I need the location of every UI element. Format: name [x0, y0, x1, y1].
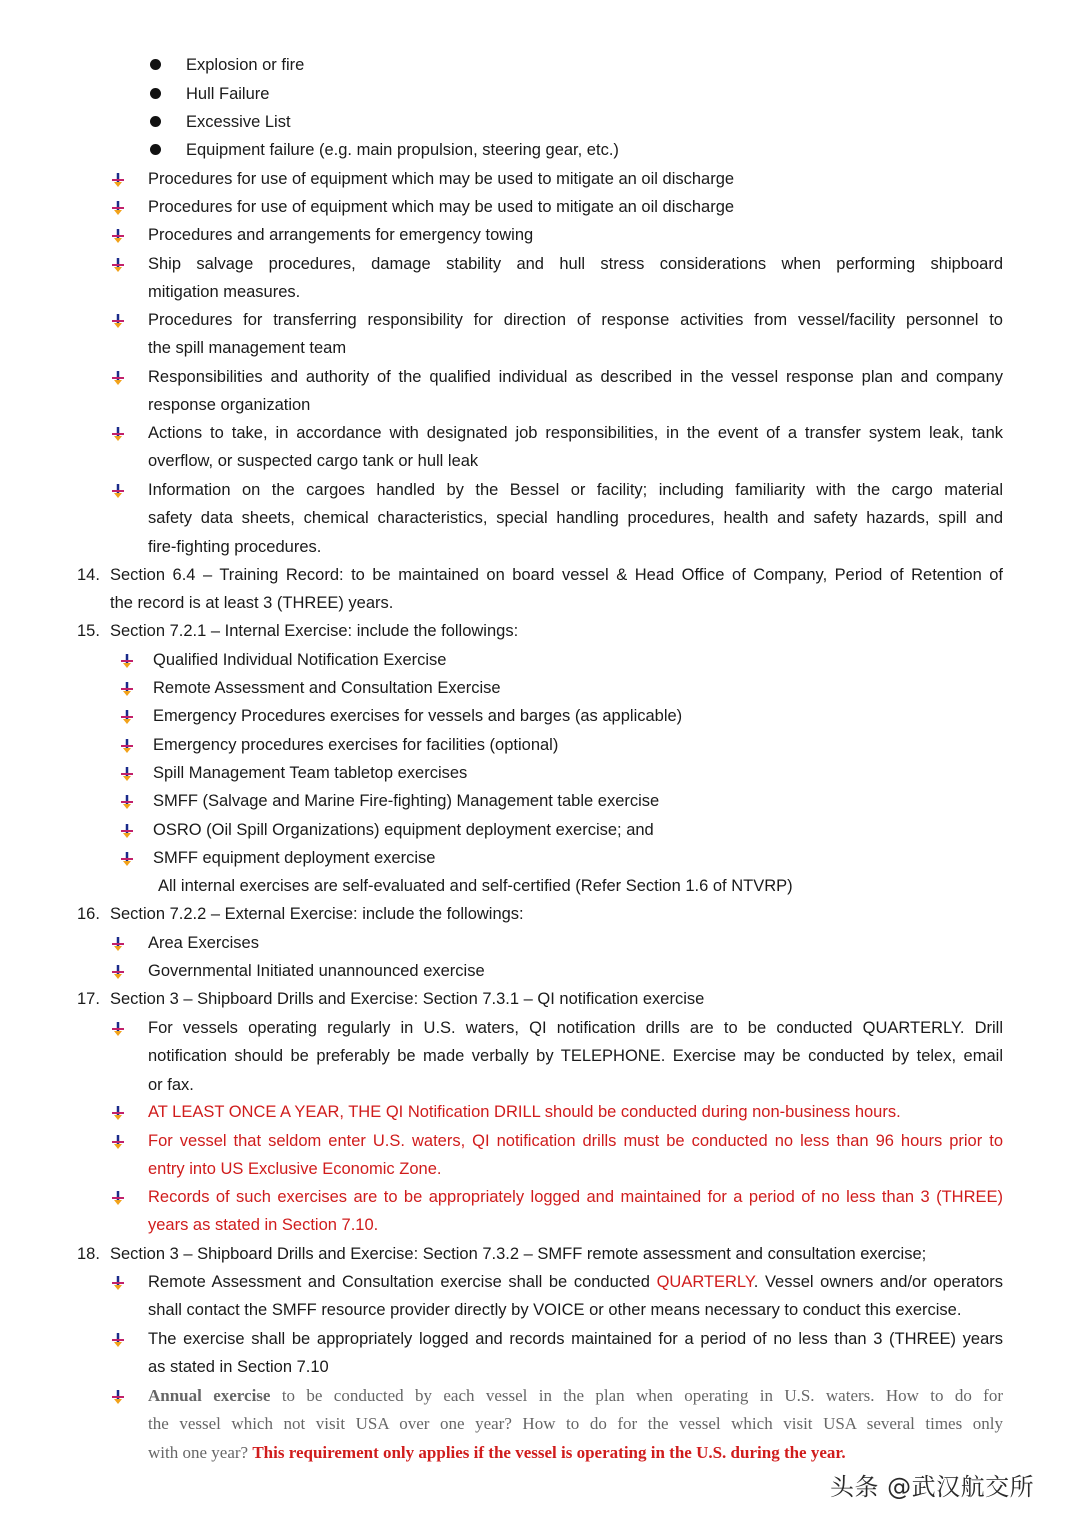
arrow-bullet-icon [110, 426, 126, 442]
arrow-bullet-icon [110, 1105, 126, 1121]
list-item: Procedures for use of equipment which may be used to mitigate an oil discharge [148, 170, 735, 188]
arrow-bullet-icon [110, 200, 126, 216]
arrow-bullet-icon [110, 1275, 126, 1291]
list-item: Emergency Procedures exercises for vessels and barges (as applicable) [153, 707, 683, 725]
bullet-dot-icon [150, 144, 161, 155]
section-number: 15. [77, 622, 100, 640]
bullet-dot-icon [150, 59, 161, 70]
dot-item: Hull Failure [186, 85, 270, 103]
section-15-note: All internal exercises are self-evaluated and self-certified (Refer Section 1.6 of NTVRP) [158, 877, 793, 895]
list-item-annotation: Annual exercise to be conducted by each vessel in the plan when operating in U.S. waters. How to do for the vessel which not visit USA over one year? How to do for the vessel which visit USA several times only with one year? This requirement only applies if the vessel is operating in the U.S. during the year. [148, 1386, 1004, 1462]
section-number: 14. [77, 566, 100, 584]
arrow-bullet-icon [119, 794, 135, 810]
list-item: Qualified Individual Notification Exercise [153, 651, 447, 669]
arrow-bullet-icon [110, 257, 126, 273]
list-item: Procedures and arrangements for emergency towing [148, 226, 534, 244]
arrow-bullet-icon [119, 851, 135, 867]
list-item-red: Records of such exercises are to be appropriately logged and maintained for a period of no less than 3 (THREE) years as stated in Section 7.10. [148, 1188, 1003, 1235]
arrow-bullet-icon [110, 228, 126, 244]
list-item: Actions to take, in accordance with designated job responsibilities, in the event of a transfer system leak, tank overflow, or suspected cargo tank or hull leak [148, 424, 1003, 471]
arrow-bullet-icon [110, 1134, 126, 1150]
arrow-bullet-icon [119, 823, 135, 839]
list-item: Ship salvage procedures, damage stability and hull stress considerations when performing shipboard mitigation measures. [148, 255, 1003, 302]
arrow-bullet-icon [110, 936, 126, 952]
list-item-red: For vessel that seldom enter U.S. waters, QI notification drills must be conducted no less than 96 hours prior to entry into US Exclusive Economic Zone. [148, 1132, 1003, 1179]
list-item: Information on the cargoes handled by the Bessel or facility; including familiarity with the cargo material safety data sheets, chemical characteristics, special handling procedures, health and safety hazards, spill and fire-fighting procedures. [148, 481, 1003, 556]
bullet-dot-icon [150, 116, 161, 127]
arrow-bullet-icon [110, 370, 126, 386]
arrow-bullet-icon [110, 1332, 126, 1348]
watermark: 头条 @武汉航交所 [830, 1473, 1035, 1501]
arrow-bullet-icon [119, 738, 135, 754]
list-item: The exercise shall be appropriately logged and records maintained for a period of no less than 3 (THREE) years as stated in Section 7.10 [148, 1330, 1003, 1377]
list-item: OSRO (Oil Spill Organizations) equipment deployment exercise; and [153, 821, 654, 839]
list-item: SMFF equipment deployment exercise [153, 849, 436, 867]
arrow-bullet-icon [119, 681, 135, 697]
arrow-bullet-icon [110, 483, 126, 499]
list-item: For vessels operating regularly in U.S. waters, QI notification drills are to be conducted QUARTERLY. Drill notification should be preferably be made verbally by TELEPHONE. Exercise may be conducted by telex, email or fax. [148, 1019, 1003, 1094]
arrow-bullet-icon [110, 172, 126, 188]
arrow-bullet-icon [110, 1190, 126, 1206]
section-15-heading: Section 7.2.1 – Internal Exercise: include the followings: [110, 622, 519, 640]
section-number: 18. [77, 1245, 100, 1263]
list-item: Area Exercises [148, 934, 259, 952]
section-18-heading: Section 3 – Shipboard Drills and Exercise: Section 7.3.2 – SMFF remote assessment and consultation exercise; [110, 1245, 927, 1263]
section-number: 16. [77, 905, 100, 923]
arrow-bullet-icon [119, 709, 135, 725]
dot-item: Explosion or fire [186, 56, 305, 74]
dot-item: Excessive List [186, 113, 291, 131]
section-14: Section 6.4 – Training Record: to be maintained on board vessel & Head Office of Company, Period of Retention of the record is at least 3 (THREE) years. [110, 566, 1003, 613]
list-item: Procedures for use of equipment which may be used to mitigate an oil discharge [148, 198, 735, 216]
section-17-heading: Section 3 – Shipboard Drills and Exercise: Section 7.3.1 – QI notification exercise [110, 990, 705, 1008]
arrow-bullet-icon [110, 313, 126, 329]
section-16-heading: Section 7.2.2 – External Exercise: include the followings: [110, 905, 524, 923]
list-item: Governmental Initiated unannounced exercise [148, 962, 485, 980]
list-item: Emergency procedures exercises for facilities (optional) [153, 736, 559, 754]
list-item: Procedures for transferring responsibility for direction of response activities from vessel/facility personnel to the spill management team [148, 311, 1003, 358]
arrow-bullet-icon [110, 964, 126, 980]
bullet-dot-icon [150, 88, 161, 99]
dot-item: Equipment failure (e.g. main propulsion, steering gear, etc.) [186, 141, 619, 159]
list-item-red: AT LEAST ONCE A YEAR, THE QI Notification DRILL should be conducted during non-business hours. [148, 1103, 901, 1121]
list-item: Remote Assessment and Consultation Exercise [153, 679, 501, 697]
list-item: Remote Assessment and Consultation exercise shall be conducted QUARTERLY. Vessel owners and/or operators shall contact the SMFF resource provider directly by VOICE or other means necessary to conduct this exercise. [148, 1273, 1004, 1320]
arrow-bullet-icon [110, 1389, 126, 1405]
list-item: Responsibilities and authority of the qualified individual as described in the vessel response plan and company response organization [148, 368, 1003, 415]
list-item: SMFF (Salvage and Marine Fire-fighting) Management table exercise [153, 792, 660, 810]
arrow-bullet-icon [119, 766, 135, 782]
arrow-bullet-icon [110, 1021, 126, 1037]
arrow-bullet-icon [119, 653, 135, 669]
list-item: Spill Management Team tabletop exercises [153, 764, 468, 782]
section-number: 17. [77, 990, 100, 1008]
